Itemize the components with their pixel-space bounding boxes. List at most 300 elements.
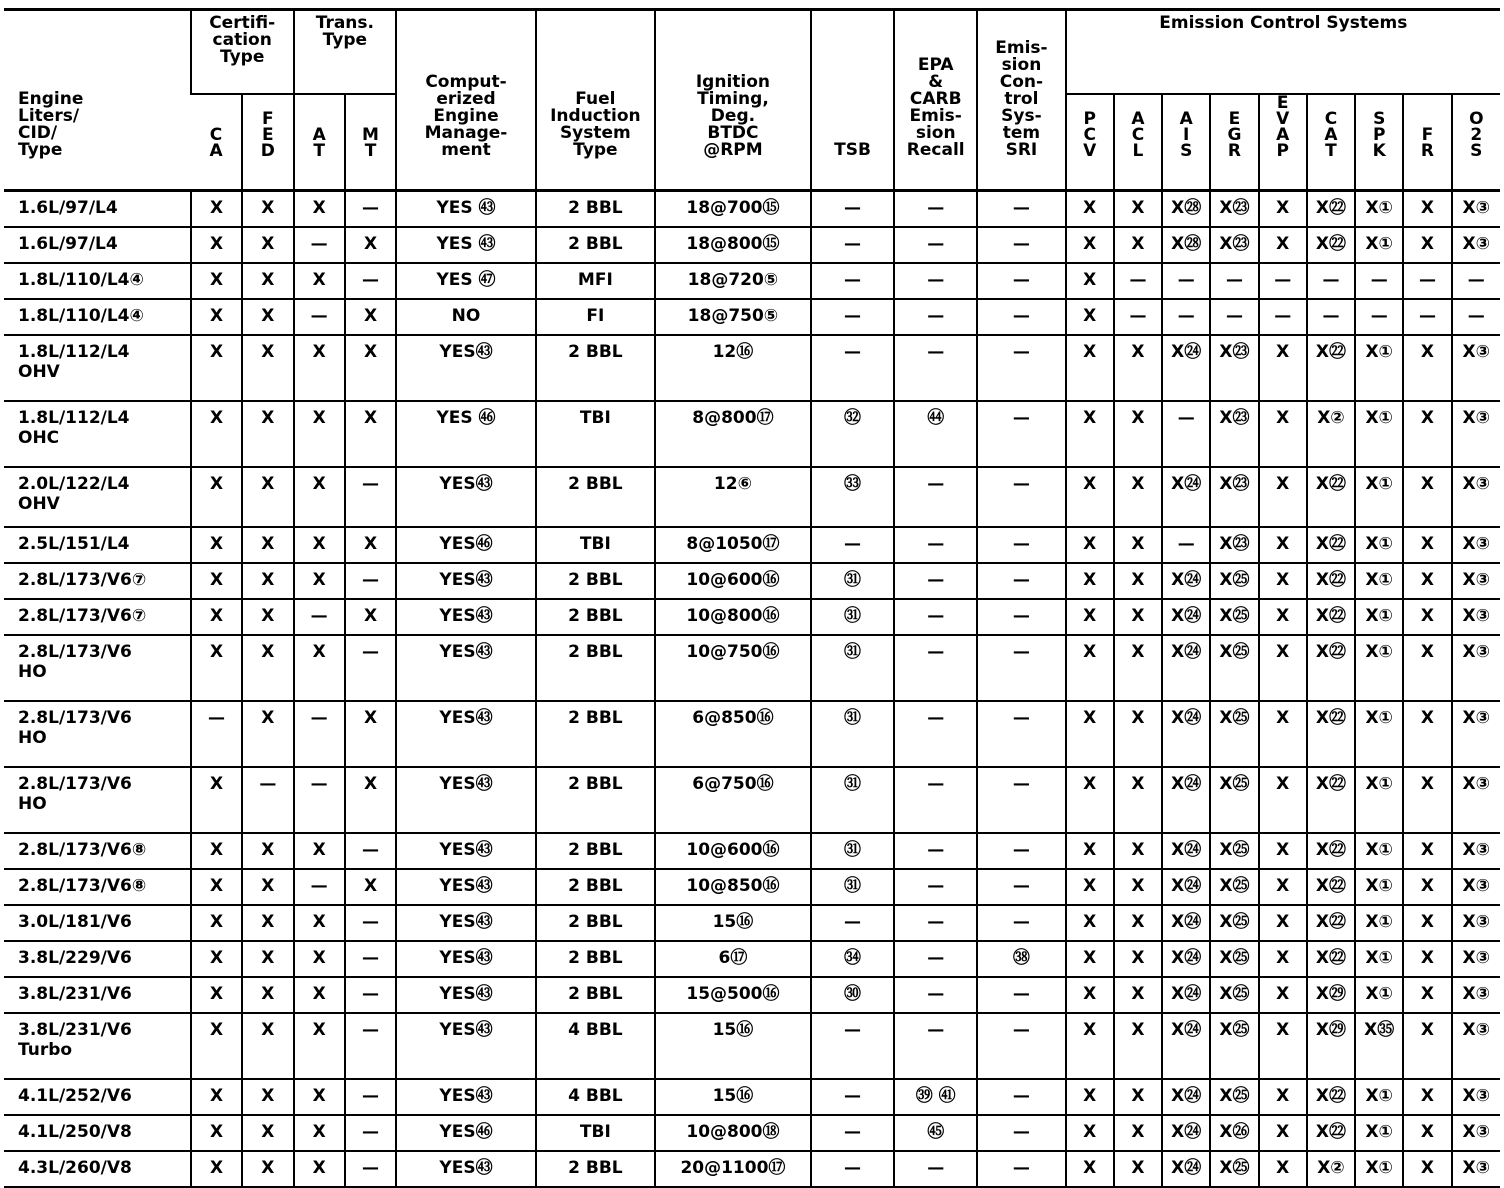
cell-at: — bbox=[294, 299, 345, 335]
cell-o2s: X③ bbox=[1452, 701, 1500, 767]
cell-fed: X bbox=[242, 977, 293, 1013]
cell-evap: X bbox=[1259, 527, 1307, 563]
cell-cat: X② bbox=[1307, 401, 1355, 467]
cell-fr: X bbox=[1403, 869, 1451, 905]
cell-o2s: X③ bbox=[1452, 1151, 1500, 1187]
cell-acl: X bbox=[1114, 1079, 1162, 1115]
cell-spk: X① bbox=[1355, 467, 1403, 527]
cell-o2s: X③ bbox=[1452, 977, 1500, 1013]
cell-timing: 6@850⑯ bbox=[655, 701, 811, 767]
cell-acl: X bbox=[1114, 227, 1162, 263]
cell-sri: — bbox=[977, 1079, 1065, 1115]
cell-egr: X㉖ bbox=[1210, 1115, 1258, 1151]
cell-evap: X bbox=[1259, 1013, 1307, 1079]
cell-spk: X① bbox=[1355, 227, 1403, 263]
cell-evap: X bbox=[1259, 599, 1307, 635]
header-spk: S P K bbox=[1355, 94, 1403, 191]
cell-epa: — bbox=[894, 701, 977, 767]
cell-acl: X bbox=[1114, 1151, 1162, 1187]
cell-o2s: X③ bbox=[1452, 869, 1500, 905]
cell-engine: 1.8L/110/L4④ bbox=[4, 299, 191, 335]
table-row bbox=[4, 905, 1500, 941]
cell-egr: — bbox=[1210, 299, 1258, 335]
cell-mt: X bbox=[345, 527, 396, 563]
cell-ca: X bbox=[191, 299, 242, 335]
cell-o2s: X③ bbox=[1452, 599, 1500, 635]
cell-ca: X bbox=[191, 767, 242, 833]
cell-fuel: 2 BBL bbox=[536, 335, 655, 401]
cell-ca: X bbox=[191, 401, 242, 467]
cell-spk: X① bbox=[1355, 869, 1403, 905]
cell-timing: 12⑯ bbox=[655, 335, 811, 401]
cell-evap: X bbox=[1259, 869, 1307, 905]
table-row bbox=[4, 263, 1500, 299]
cell-evap: — bbox=[1259, 263, 1307, 299]
cell-egr: X㉕ bbox=[1210, 701, 1258, 767]
cell-sri: — bbox=[977, 191, 1065, 228]
cell-acl: X bbox=[1114, 335, 1162, 401]
cell-cat: X㉒ bbox=[1307, 635, 1355, 701]
cell-cat: X㉙ bbox=[1307, 1013, 1355, 1079]
cell-evap: X bbox=[1259, 401, 1307, 467]
cell-tsb: — bbox=[811, 1115, 894, 1151]
cell-timing: 15⑯ bbox=[655, 905, 811, 941]
cell-ais: X㉘ bbox=[1162, 227, 1210, 263]
cell-fuel: 2 BBL bbox=[536, 977, 655, 1013]
table-header bbox=[4, 10, 1500, 191]
cell-egr: X㉕ bbox=[1210, 767, 1258, 833]
cell-tsb: — bbox=[811, 905, 894, 941]
cell-engine: 2.8L/173/V6⑧ bbox=[4, 833, 191, 869]
cell-ca: X bbox=[191, 335, 242, 401]
cell-acl: X bbox=[1114, 191, 1162, 228]
cell-fuel: 2 BBL bbox=[536, 467, 655, 527]
cell-evap: X bbox=[1259, 227, 1307, 263]
cell-at: — bbox=[294, 869, 345, 905]
cell-fed: X bbox=[242, 263, 293, 299]
cell-mt: — bbox=[345, 977, 396, 1013]
cell-spk: X① bbox=[1355, 941, 1403, 977]
cell-ca: X bbox=[191, 635, 242, 701]
cell-ais: — bbox=[1162, 527, 1210, 563]
cell-engine: 3.8L/231/V6 Turbo bbox=[4, 1013, 191, 1079]
cell-evap: X bbox=[1259, 941, 1307, 977]
cell-at: X bbox=[294, 1115, 345, 1151]
cell-engine: 1.8L/112/L4 OHV bbox=[4, 335, 191, 401]
cell-at: X bbox=[294, 833, 345, 869]
cell-fed: X bbox=[242, 227, 293, 263]
cell-fr: X bbox=[1403, 335, 1451, 401]
cell-egr: X㉕ bbox=[1210, 1013, 1258, 1079]
cell-fed: X bbox=[242, 527, 293, 563]
cell-fuel: 2 BBL bbox=[536, 191, 655, 228]
cell-ais: X㉔ bbox=[1162, 563, 1210, 599]
cell-ca: X bbox=[191, 263, 242, 299]
cell-acl: X bbox=[1114, 767, 1162, 833]
cell-cem: NO bbox=[396, 299, 536, 335]
cell-engine: 2.5L/151/L4 bbox=[4, 527, 191, 563]
cell-fed: X bbox=[242, 635, 293, 701]
cell-mt: X bbox=[345, 227, 396, 263]
cell-at: X bbox=[294, 905, 345, 941]
cell-tsb: — bbox=[811, 1151, 894, 1187]
cell-egr: X㉓ bbox=[1210, 401, 1258, 467]
cell-ais: X㉔ bbox=[1162, 701, 1210, 767]
cell-o2s: X③ bbox=[1452, 635, 1500, 701]
cell-cem: YES㊻ bbox=[396, 527, 536, 563]
cell-engine: 1.8L/112/L4 OHC bbox=[4, 401, 191, 467]
cell-sri: — bbox=[977, 401, 1065, 467]
cell-egr: X㉓ bbox=[1210, 467, 1258, 527]
cell-engine: 3.8L/229/V6 bbox=[4, 941, 191, 977]
table-body bbox=[4, 191, 1500, 1188]
cell-timing: 18@700⑮ bbox=[655, 191, 811, 228]
cell-pcv: X bbox=[1066, 335, 1114, 401]
cell-at: — bbox=[294, 701, 345, 767]
cell-ais: X㉔ bbox=[1162, 833, 1210, 869]
cell-cat: X㉒ bbox=[1307, 701, 1355, 767]
cell-fuel: 2 BBL bbox=[536, 635, 655, 701]
cell-fed: X bbox=[242, 191, 293, 228]
cell-at: X bbox=[294, 191, 345, 228]
cell-engine: 2.8L/173/V6⑧ bbox=[4, 869, 191, 905]
header-ais: A I S bbox=[1162, 94, 1210, 191]
cell-cat: X② bbox=[1307, 1151, 1355, 1187]
cell-o2s: X③ bbox=[1452, 563, 1500, 599]
cell-mt: X bbox=[345, 701, 396, 767]
cell-sri: — bbox=[977, 1151, 1065, 1187]
cell-acl: X bbox=[1114, 977, 1162, 1013]
cell-tsb: — bbox=[811, 299, 894, 335]
cell-timing: 10@850⑯ bbox=[655, 869, 811, 905]
cell-engine: 1.8L/110/L4④ bbox=[4, 263, 191, 299]
cell-cem: YES㊻ bbox=[396, 1115, 536, 1151]
table-row bbox=[4, 599, 1500, 635]
cell-sri: — bbox=[977, 563, 1065, 599]
cell-fr: X bbox=[1403, 941, 1451, 977]
header-cat: C A T bbox=[1307, 94, 1355, 191]
header-pcv: P C V bbox=[1066, 94, 1114, 191]
cell-epa: — bbox=[894, 263, 977, 299]
cell-ais: X㉔ bbox=[1162, 977, 1210, 1013]
cell-cat: X㉒ bbox=[1307, 1079, 1355, 1115]
cell-sri: — bbox=[977, 599, 1065, 635]
cell-at: X bbox=[294, 941, 345, 977]
cell-tsb: ㉚ bbox=[811, 977, 894, 1013]
cell-ca: X bbox=[191, 869, 242, 905]
cell-pcv: X bbox=[1066, 941, 1114, 977]
cell-fr: X bbox=[1403, 977, 1451, 1013]
cell-sri: — bbox=[977, 1013, 1065, 1079]
table-row bbox=[4, 977, 1500, 1013]
cell-spk: X① bbox=[1355, 1079, 1403, 1115]
cell-cat: X㉒ bbox=[1307, 227, 1355, 263]
header-engine: Engine Liters/ CID/ Type bbox=[4, 10, 191, 191]
table-row bbox=[4, 701, 1500, 767]
cell-cem: YES ㊸ bbox=[396, 227, 536, 263]
cell-epa: — bbox=[894, 977, 977, 1013]
cell-fuel: 2 BBL bbox=[536, 563, 655, 599]
cell-spk: X① bbox=[1355, 701, 1403, 767]
cell-pcv: X bbox=[1066, 1013, 1114, 1079]
cell-epa: — bbox=[894, 227, 977, 263]
cell-engine: 2.8L/173/V6⑦ bbox=[4, 563, 191, 599]
cell-ca: X bbox=[191, 1079, 242, 1115]
cell-acl: X bbox=[1114, 905, 1162, 941]
cell-pcv: X bbox=[1066, 227, 1114, 263]
cell-o2s: X③ bbox=[1452, 335, 1500, 401]
cell-acl: — bbox=[1114, 299, 1162, 335]
cell-egr: — bbox=[1210, 263, 1258, 299]
cell-o2s: X③ bbox=[1452, 467, 1500, 527]
cell-mt: X bbox=[345, 599, 396, 635]
cell-tsb: — bbox=[811, 1079, 894, 1115]
cell-fr: X bbox=[1403, 563, 1451, 599]
cell-evap: X bbox=[1259, 833, 1307, 869]
cell-cem: YES㊸ bbox=[396, 467, 536, 527]
cell-at: X bbox=[294, 1013, 345, 1079]
cell-at: X bbox=[294, 635, 345, 701]
cell-o2s: X③ bbox=[1452, 227, 1500, 263]
cell-egr: X㉕ bbox=[1210, 941, 1258, 977]
cell-fr: X bbox=[1403, 527, 1451, 563]
cell-tsb: ㉛ bbox=[811, 563, 894, 599]
cell-pcv: X bbox=[1066, 1115, 1114, 1151]
cell-fuel: MFI bbox=[536, 263, 655, 299]
cell-egr: X㉕ bbox=[1210, 563, 1258, 599]
cell-fed: X bbox=[242, 1115, 293, 1151]
cell-spk: X① bbox=[1355, 335, 1403, 401]
cell-cat: X㉒ bbox=[1307, 599, 1355, 635]
header-fed: F E D bbox=[242, 94, 293, 191]
cell-at: X bbox=[294, 401, 345, 467]
cell-egr: X㉕ bbox=[1210, 599, 1258, 635]
cell-o2s: — bbox=[1452, 299, 1500, 335]
cell-evap: X bbox=[1259, 1151, 1307, 1187]
cell-egr: X㉓ bbox=[1210, 227, 1258, 263]
cell-engine: 1.6L/97/L4 bbox=[4, 227, 191, 263]
cell-fed: X bbox=[242, 701, 293, 767]
cell-spk: X① bbox=[1355, 401, 1403, 467]
cell-timing: 12⑥ bbox=[655, 467, 811, 527]
header-epa-carb-recall: EPA & CARB Emis- sion Recall bbox=[894, 10, 977, 191]
cell-epa: — bbox=[894, 767, 977, 833]
cell-fr: X bbox=[1403, 701, 1451, 767]
cell-ais: X㉘ bbox=[1162, 191, 1210, 228]
cell-fuel: 2 BBL bbox=[536, 767, 655, 833]
cell-mt: — bbox=[345, 635, 396, 701]
cell-acl: X bbox=[1114, 599, 1162, 635]
header-egr: E G R bbox=[1210, 94, 1258, 191]
cell-sri: — bbox=[977, 467, 1065, 527]
cell-o2s: X③ bbox=[1452, 941, 1500, 977]
cell-tsb: — bbox=[811, 527, 894, 563]
header-fuel-induction: Fuel Induction System Type bbox=[536, 10, 655, 191]
cell-fed: X bbox=[242, 599, 293, 635]
header-certification-type: Certifi- cation Type bbox=[191, 10, 294, 95]
cell-sri: — bbox=[977, 635, 1065, 701]
cell-tsb: ㉛ bbox=[811, 767, 894, 833]
cell-timing: 8@800⑰ bbox=[655, 401, 811, 467]
cell-mt: X bbox=[345, 335, 396, 401]
cell-acl: X bbox=[1114, 527, 1162, 563]
cell-ais: X㉔ bbox=[1162, 869, 1210, 905]
cell-ais: — bbox=[1162, 401, 1210, 467]
table-row bbox=[4, 191, 1500, 228]
cell-spk: X㉟ bbox=[1355, 1013, 1403, 1079]
cell-fuel: TBI bbox=[536, 401, 655, 467]
cell-tsb: ㉛ bbox=[811, 833, 894, 869]
header-tsb: TSB bbox=[811, 10, 894, 191]
cell-ais: X㉔ bbox=[1162, 767, 1210, 833]
cell-engine: 3.8L/231/V6 bbox=[4, 977, 191, 1013]
cell-engine: 4.1L/252/V6 bbox=[4, 1079, 191, 1115]
cell-evap: X bbox=[1259, 563, 1307, 599]
cell-engine: 3.0L/181/V6 bbox=[4, 905, 191, 941]
cell-o2s: X③ bbox=[1452, 1079, 1500, 1115]
cell-fed: X bbox=[242, 1151, 293, 1187]
table-row bbox=[4, 401, 1500, 467]
cell-cem: YES ㊸ bbox=[396, 191, 536, 228]
table-row bbox=[4, 833, 1500, 869]
cell-mt: X bbox=[345, 869, 396, 905]
cell-pcv: X bbox=[1066, 635, 1114, 701]
cell-fr: X bbox=[1403, 467, 1451, 527]
cell-tsb: ㉝ bbox=[811, 467, 894, 527]
cell-o2s: X③ bbox=[1452, 767, 1500, 833]
cell-ca: X bbox=[191, 563, 242, 599]
cell-evap: X bbox=[1259, 635, 1307, 701]
cell-at: X bbox=[294, 563, 345, 599]
cell-epa: — bbox=[894, 869, 977, 905]
cell-cem: YES㊸ bbox=[396, 941, 536, 977]
cell-tsb: ㉛ bbox=[811, 599, 894, 635]
cell-at: X bbox=[294, 467, 345, 527]
cell-ca: X bbox=[191, 1151, 242, 1187]
table-row bbox=[4, 1151, 1500, 1187]
cell-fuel: FI bbox=[536, 299, 655, 335]
cell-ca: X bbox=[191, 191, 242, 228]
cell-ais: X㉔ bbox=[1162, 1151, 1210, 1187]
cell-epa: — bbox=[894, 635, 977, 701]
cell-mt: X bbox=[345, 299, 396, 335]
cell-fr: X bbox=[1403, 635, 1451, 701]
cell-at: — bbox=[294, 227, 345, 263]
cell-cem: YES㊸ bbox=[396, 635, 536, 701]
cell-cat: X㉒ bbox=[1307, 767, 1355, 833]
cell-ca: X bbox=[191, 905, 242, 941]
cell-cat: X㉒ bbox=[1307, 335, 1355, 401]
cell-ca: X bbox=[191, 227, 242, 263]
cell-fed: X bbox=[242, 401, 293, 467]
cell-at: — bbox=[294, 767, 345, 833]
cell-o2s: X③ bbox=[1452, 401, 1500, 467]
table-row bbox=[4, 467, 1500, 527]
cell-fr: — bbox=[1403, 299, 1451, 335]
cell-engine: 1.6L/97/L4 bbox=[4, 191, 191, 228]
cell-ca: X bbox=[191, 527, 242, 563]
cell-at: X bbox=[294, 977, 345, 1013]
header-evap: E V A P bbox=[1259, 94, 1307, 191]
cell-epa: — bbox=[894, 467, 977, 527]
header-ca: C A bbox=[209, 125, 223, 161]
cell-ais: — bbox=[1162, 263, 1210, 299]
cell-timing: 18@750⑤ bbox=[655, 299, 811, 335]
cell-epa: — bbox=[894, 563, 977, 599]
cell-pcv: X bbox=[1066, 767, 1114, 833]
cell-pcv: X bbox=[1066, 527, 1114, 563]
cell-spk: X① bbox=[1355, 191, 1403, 228]
cell-fuel: 4 BBL bbox=[536, 1079, 655, 1115]
cell-cem: YES㊸ bbox=[396, 767, 536, 833]
cell-epa: — bbox=[894, 941, 977, 977]
cell-fuel: 2 BBL bbox=[536, 1151, 655, 1187]
cell-evap: — bbox=[1259, 299, 1307, 335]
cell-evap: X bbox=[1259, 467, 1307, 527]
cell-tsb: ㉞ bbox=[811, 941, 894, 977]
cell-fuel: 2 BBL bbox=[536, 227, 655, 263]
cell-acl: X bbox=[1114, 563, 1162, 599]
table-row bbox=[4, 635, 1500, 701]
cell-cat: X㉒ bbox=[1307, 467, 1355, 527]
cell-ais: X㉔ bbox=[1162, 635, 1210, 701]
cell-evap: X bbox=[1259, 1115, 1307, 1151]
cell-timing: 18@720⑤ bbox=[655, 263, 811, 299]
cell-epa: ㊹ bbox=[894, 401, 977, 467]
cell-tsb: — bbox=[811, 335, 894, 401]
cell-epa: — bbox=[894, 299, 977, 335]
cell-epa: — bbox=[894, 527, 977, 563]
cell-cat: X㉒ bbox=[1307, 563, 1355, 599]
cell-tsb: — bbox=[811, 263, 894, 299]
cell-pcv: X bbox=[1066, 869, 1114, 905]
cell-pcv: X bbox=[1066, 1151, 1114, 1187]
table-row bbox=[4, 767, 1500, 833]
cell-evap: X bbox=[1259, 191, 1307, 228]
cell-epa: — bbox=[894, 599, 977, 635]
cell-pcv: X bbox=[1066, 467, 1114, 527]
cell-fuel: TBI bbox=[536, 527, 655, 563]
cell-tsb: ㉛ bbox=[811, 701, 894, 767]
cell-evap: X bbox=[1259, 905, 1307, 941]
cell-fr: X bbox=[1403, 905, 1451, 941]
cell-mt: X bbox=[345, 401, 396, 467]
cell-mt: — bbox=[345, 1115, 396, 1151]
cell-pcv: X bbox=[1066, 1079, 1114, 1115]
cell-mt: X bbox=[345, 767, 396, 833]
cell-tsb: ㉜ bbox=[811, 401, 894, 467]
cell-evap: X bbox=[1259, 977, 1307, 1013]
cell-acl: X bbox=[1114, 1115, 1162, 1151]
cell-cem: YES㊸ bbox=[396, 1013, 536, 1079]
cell-fr: X bbox=[1403, 1151, 1451, 1187]
cell-ca: X bbox=[191, 1013, 242, 1079]
cell-ca: X bbox=[191, 467, 242, 527]
cell-pcv: X bbox=[1066, 563, 1114, 599]
cell-cem: YES㊸ bbox=[396, 1079, 536, 1115]
cell-fuel: 2 BBL bbox=[536, 599, 655, 635]
cell-timing: 10@750⑯ bbox=[655, 635, 811, 701]
cell-sri: — bbox=[977, 299, 1065, 335]
cell-fed: X bbox=[242, 833, 293, 869]
cell-tsb: ㉛ bbox=[811, 869, 894, 905]
cell-spk: — bbox=[1355, 299, 1403, 335]
cell-ca: X bbox=[191, 977, 242, 1013]
cell-ais: X㉔ bbox=[1162, 335, 1210, 401]
header-transmission-type: Trans. Type bbox=[294, 10, 397, 95]
cell-timing: 6⑰ bbox=[655, 941, 811, 977]
cell-ais: X㉔ bbox=[1162, 1079, 1210, 1115]
